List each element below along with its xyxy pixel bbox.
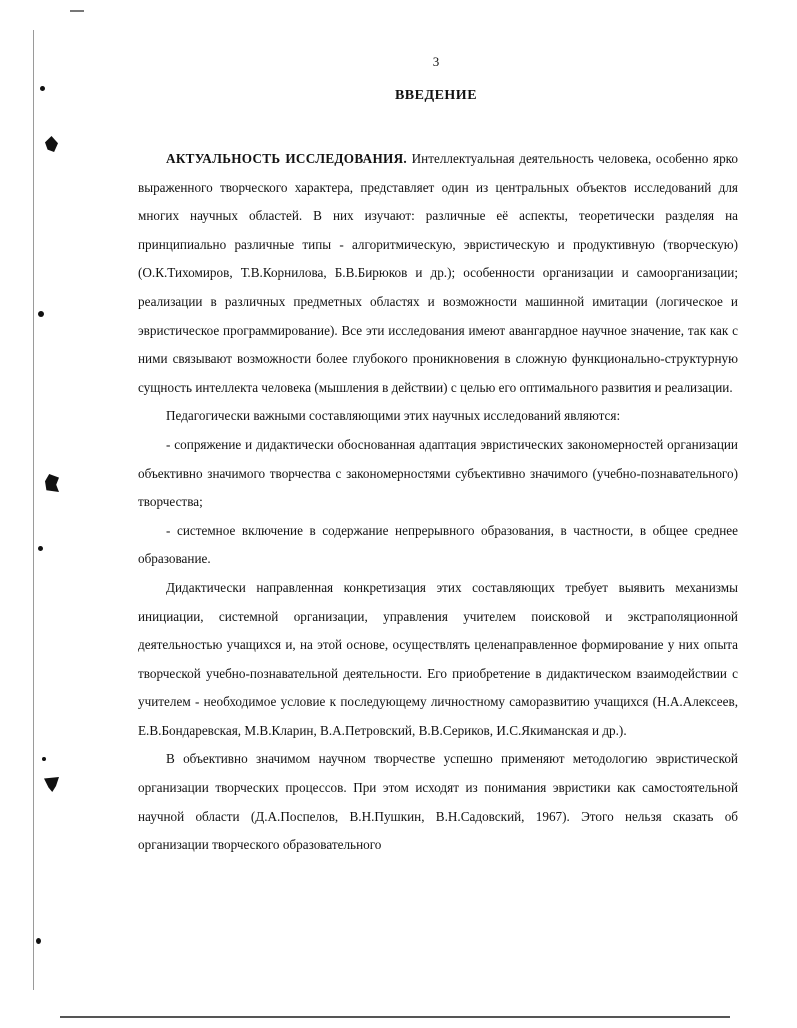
paragraph: Дидактически направленная конкретизация этих составляющих требует выявить механизмы инициации, системной организации, управления учителем поисковой и экстраполяционной деятельностью учащихся и, на этой основе, осуществлять целенаправленное формирование у них опыта творческой учебно-познавательной деятельности. Его приобретение в дидактическом взаимодействии с учителем - необходимое условие к последующему личностному саморазвитию учащихся (Н.А.Алексеев, Е.В.Бондаревская, М.В.Кларин, В.А.Петровский, В.В.Сериков, И.С.Якиманская и др.). <box>138 579 738 738</box>
scan-dot <box>38 311 44 317</box>
paragraph-lead: АКТУАЛЬНОСТЬ ИССЛЕДОВАНИЯ. <box>166 151 407 166</box>
paragraph-relevance <box>138 145 738 402</box>
scan-dot <box>36 938 41 944</box>
scan-dot <box>42 757 46 761</box>
list-item: - сопряжение и дидактически обоснованная адаптация эвристических закономерностей организации объективно значимого творчества с закономерностями субъективно значимого (учебно-познавательного) творчества; <box>138 436 738 510</box>
binding-margin-line <box>33 30 34 990</box>
scan-dot <box>38 546 43 551</box>
scan-blot <box>44 777 59 792</box>
scan-blot <box>45 136 58 152</box>
scan-mark-top <box>70 10 84 12</box>
page-title: ВВЕДЕНИЕ <box>394 88 478 103</box>
paragraph: Педагогически важными составляющими этих научных исследований являются: <box>166 408 621 424</box>
paragraph-text: Интеллектуальная деятельность человека, особенно ярко выраженного творческого характера, представляет один из центральных объектов исследований для многих научных областей. В них изучают: различные её аспекты, теоретически разделяя на принципиально различные типы - алгоритмическую, эвристическую и продуктивную (творческую) (О.К.Тихомиров, Т.В.Корнилова, Б.В.Бирюков и др.); особенности организации и самоорганизации; реализации в различных предметных областях и возможности машинной имитации (логическое и эвристическое программирование). Все эти исследования имеют авангардное научное значение, так как с ними связывают возможности более глубокого проникновения в сложную функционально-структурную сущность интеллекта человека (мышления в действии) с целью его оптимального развития и реализации. <box>138 151 738 395</box>
body-text <box>138 145 738 860</box>
scan-bottom-edge <box>60 1016 730 1018</box>
scan-blot <box>45 474 59 492</box>
page-number: 3 <box>432 54 440 69</box>
list-item: - системное включение в содержание непрерывного образования, в частности, в общее среднее образование. <box>138 522 738 567</box>
paragraph: В объективно значимом научном творчестве успешно применяют методологию эвристической организации творческих процессов. При этом исходят из понимания эвристики как самостоятельной научной области (Д.А.Поспелов, В.Н.Пушкин, В.Н.Садовский, 1967). Этого нельзя сказать об организации творческого образовательного <box>138 751 738 853</box>
